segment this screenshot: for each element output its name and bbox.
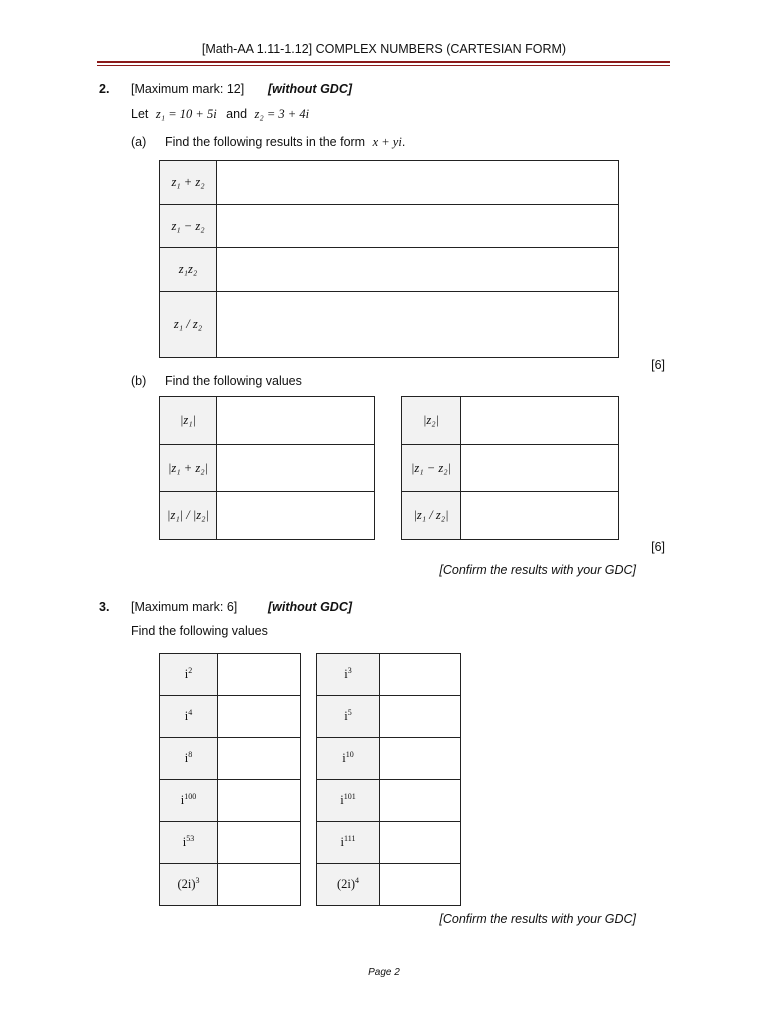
q2a-marks: [6] xyxy=(651,358,665,372)
q3-confirm-note: [Confirm the results with your GDC] xyxy=(439,912,636,926)
table-row xyxy=(402,445,619,492)
table-row xyxy=(402,492,619,540)
q3-answer-cell[interactable] xyxy=(380,780,461,822)
q2b-answer-cell[interactable] xyxy=(217,397,375,445)
header-rule-thick xyxy=(97,61,670,63)
page-header-title: [Math-AA 1.11-1.12] COMPLEX NUMBERS (CARTESIAN FORM) xyxy=(201,42,567,56)
q3-answer-cell[interactable] xyxy=(380,696,461,738)
q3-answer-cell[interactable] xyxy=(218,696,301,738)
q3-instruction: Find the following values xyxy=(131,624,268,638)
table-row xyxy=(160,654,301,696)
q2-and-text: and xyxy=(226,107,248,121)
q2-confirm-note: [Confirm the results with your GDC] xyxy=(439,563,636,577)
table-row xyxy=(160,161,619,205)
q3-answer-cell[interactable] xyxy=(218,822,301,864)
q3-answer-cell[interactable] xyxy=(380,822,461,864)
page-number: Page 2 xyxy=(368,967,400,978)
q3-answer-cell[interactable] xyxy=(218,654,301,696)
q3-answer-cell[interactable] xyxy=(218,738,301,780)
q3-answer-cell[interactable] xyxy=(218,864,301,906)
q2b-answer-cell[interactable] xyxy=(217,445,375,492)
q3-left-table xyxy=(159,653,301,906)
q2a-form: x + yi xyxy=(372,135,402,149)
q3-mode: [without GDC] xyxy=(268,600,353,614)
table-row xyxy=(160,738,301,780)
q2b-label: (b) xyxy=(131,374,147,388)
q3-power-label: $i^{111}$ xyxy=(317,822,380,864)
q3-power-label: $(2i)^4$ xyxy=(317,864,380,906)
q3-right-table xyxy=(316,653,461,906)
q3-power-label: $i^{10}$ xyxy=(317,738,380,780)
table-row xyxy=(317,864,461,906)
q2a-text: Find the following results in the form xyxy=(165,135,366,149)
q2a-row-label: z₁ / z₂ xyxy=(160,292,217,358)
table-row xyxy=(160,822,301,864)
q2a-row-label: z₁ − z₂ xyxy=(160,205,217,248)
q2b-row-label: |z₁| / |z₂| xyxy=(160,492,217,540)
q2-number: 2. xyxy=(99,82,110,96)
q2-let-text: Let xyxy=(131,107,149,121)
q2b-left-table xyxy=(159,396,375,540)
header-rule-thin xyxy=(97,65,670,66)
q2b-right-table xyxy=(401,396,619,540)
q2b-row-label: |z₁ − z₂| xyxy=(402,445,461,492)
q2-z1-expr: z₁ = 10 + 5i xyxy=(155,107,217,121)
q2b-answer-cell[interactable] xyxy=(217,492,375,540)
q3-power-label: $i^2$ xyxy=(160,654,218,696)
table-row xyxy=(317,780,461,822)
table-row xyxy=(160,864,301,906)
q3-power-label: $(2i)^3$ xyxy=(160,864,218,906)
q2a-table xyxy=(159,160,619,358)
q3-power-label: $i^5$ xyxy=(317,696,380,738)
table-row xyxy=(317,738,461,780)
q2b-answer-cell[interactable] xyxy=(461,445,619,492)
q3-answer-cell[interactable] xyxy=(380,864,461,906)
q2b-row-label: |z₁ / z₂| xyxy=(402,492,461,540)
table-row xyxy=(160,696,301,738)
table-row xyxy=(160,397,375,445)
q2a-period: . xyxy=(401,135,406,149)
table-row xyxy=(160,205,619,248)
q2-z2-expr: z₂ = 3 + 4i xyxy=(254,107,310,121)
q3-power-label: $i^{100}$ xyxy=(160,780,218,822)
table-row xyxy=(317,822,461,864)
q2b-marks: [6] xyxy=(651,540,665,554)
q2b-row-label: |z₁ + z₂| xyxy=(160,445,217,492)
q2a-row-label: z₁ + z₂ xyxy=(160,161,217,205)
q2b-text: Find the following values xyxy=(165,374,302,388)
table-row xyxy=(160,292,619,358)
q3-power-label: $i^8$ xyxy=(160,738,218,780)
table-row xyxy=(160,445,375,492)
q3-power-label: $i^{53}$ xyxy=(160,822,218,864)
q2b-answer-cell[interactable] xyxy=(461,397,619,445)
q3-answer-cell[interactable] xyxy=(380,654,461,696)
q2-max-mark: [Maximum mark: 12] xyxy=(131,82,245,96)
q2a-answer-cell[interactable] xyxy=(217,248,619,292)
q2a-line xyxy=(165,135,405,150)
q2b-row-label: |z₂| xyxy=(402,397,461,445)
table-row xyxy=(317,696,461,738)
q3-max-mark: [Maximum mark: 6] xyxy=(131,600,238,614)
q2a-answer-cell[interactable] xyxy=(217,161,619,205)
table-row xyxy=(160,492,375,540)
q2a-row-label: z₁z₂ xyxy=(160,248,217,292)
q2b-answer-cell[interactable] xyxy=(461,492,619,540)
q2b-row-label: |z₁| xyxy=(160,397,217,445)
q3-power-label: $i^{101}$ xyxy=(317,780,380,822)
q3-number: 3. xyxy=(99,600,110,614)
table-row xyxy=(160,780,301,822)
q3-answer-cell[interactable] xyxy=(380,738,461,780)
q2a-answer-cell[interactable] xyxy=(217,205,619,248)
q2a-answer-cell[interactable] xyxy=(217,292,619,358)
q2a-label: (a) xyxy=(131,135,147,149)
q3-answer-cell[interactable] xyxy=(218,780,301,822)
q2-mode: [without GDC] xyxy=(268,82,353,96)
q3-power-label: $i^4$ xyxy=(160,696,218,738)
q3-power-label: $i^3$ xyxy=(317,654,380,696)
table-row xyxy=(317,654,461,696)
q2-let-line xyxy=(131,107,309,122)
table-row xyxy=(402,397,619,445)
table-row xyxy=(160,248,619,292)
